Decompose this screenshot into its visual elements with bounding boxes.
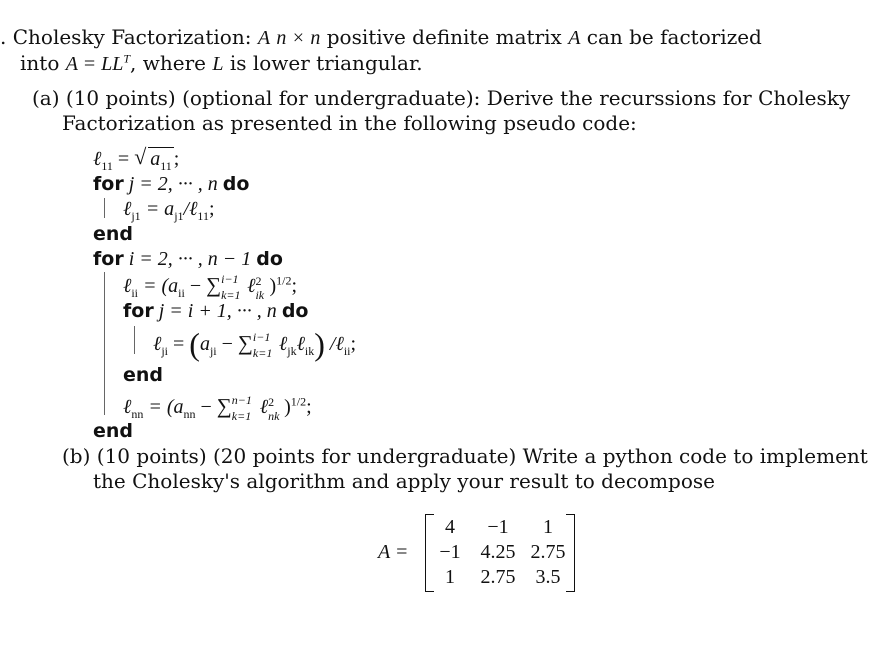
part-b-line-1	[62, 444, 868, 468]
line2-where: , where	[130, 51, 206, 75]
problem-line-2	[20, 51, 423, 76]
line2-end: is lower triangular.	[229, 51, 423, 75]
algo-end-2: end	[123, 364, 164, 386]
line2-eq: A = LL	[65, 53, 124, 75]
stmt-a: A	[257, 27, 271, 49]
part-a-text-1: Derive the recurssions for Cholesky	[486, 86, 851, 110]
problem-line-1	[0, 25, 762, 50]
algo-bar-2	[104, 272, 105, 415]
matrix-cell: 2.75	[530, 541, 566, 563]
algo-for-j-inner: for j = i + 1, ··· , n do	[123, 300, 309, 322]
part-a-points: (10 points)	[65, 86, 176, 110]
algo-l11: ℓ$_{11}$ = √ $a_{11}$ ;	[93, 147, 179, 171]
matrix-cell: 4.25	[480, 541, 516, 563]
part-a-line-1	[32, 86, 850, 110]
stmt-rest: positive definite matrix	[326, 25, 562, 49]
matrix-lhs: A =	[378, 541, 409, 563]
algo-lnn: ℓ$_{nn}$ = ($a_{nn}$ − ∑ n−1 k=1 ℓ 2 nk )$^{1/2}$;	[123, 393, 312, 424]
algo-bar-3	[134, 326, 135, 354]
algo-end-3: end	[93, 420, 134, 442]
matrix-cell: −1	[487, 516, 509, 538]
stmt-n2: n	[310, 27, 321, 49]
part-a-label: (a)	[32, 86, 60, 110]
stmt-end: can be factorized	[586, 25, 762, 49]
line2-into: into	[20, 51, 60, 75]
algo-for-j: for j = 2, ··· , n do	[93, 173, 250, 195]
algo-end-1: end	[93, 223, 134, 245]
part-a-line-2: Factorization as presented in the following pseudo code:	[62, 111, 637, 135]
problem-title: Cholesky Factorization:	[12, 25, 252, 49]
matrix-cell: 3.5	[535, 566, 561, 588]
algo-lii: ℓ$_{ii}$ = ($a_{ii}$ − ∑ i−1 k=1 ℓ 2 ik )$^{1/2}$;	[123, 272, 298, 303]
matrix-cell: 1	[445, 566, 455, 588]
part-b-line-2: the Cholesky's algorithm and apply your result to decompose	[93, 469, 715, 493]
algo-lj1: ℓ$_{j1}$ = $a_{j1}/\ell_{11}$;	[123, 198, 215, 223]
part-b-text-1: Write a python code to implement	[522, 444, 868, 468]
matrix-A	[425, 514, 575, 592]
part-b-label: (b)	[62, 444, 91, 468]
stmt-n: n	[276, 27, 287, 49]
matrix-cell: −1	[439, 541, 461, 563]
part-b-note: (20 points for undergraduate)	[212, 444, 517, 468]
part-b-points: (10 points)	[96, 444, 207, 468]
matrix-cell: 2.75	[480, 566, 516, 588]
line2-L: L	[212, 53, 224, 75]
part-a-note: (optional for undergraduate):	[182, 86, 481, 110]
matrix-cell: 1	[543, 516, 553, 538]
algo-bar-1	[104, 198, 105, 218]
line2-T: T	[123, 51, 131, 66]
matrix-cell: 4	[445, 516, 455, 538]
problem-number: .	[0, 25, 7, 49]
stmt-times: ×	[292, 27, 305, 49]
algo-for-i: for i = 2, ··· , n − 1 do	[93, 248, 283, 270]
stmt-A: A	[568, 27, 581, 49]
algo-lji: ℓ$_{ji}$ = ($a_{ji}$ − ∑ i−1 k=1 ℓ$_{jk}$ℓ$_{ik}$) /ℓ$_{ii}$;	[153, 326, 357, 362]
